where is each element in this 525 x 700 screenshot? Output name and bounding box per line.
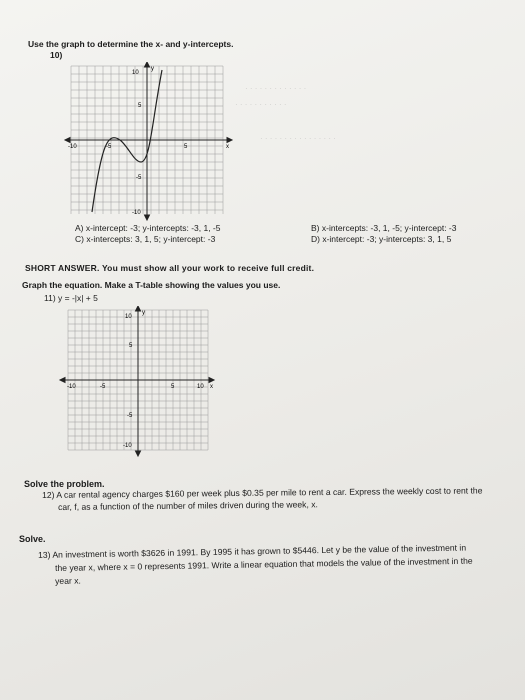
graph11-y-mid-label: 5 bbox=[129, 343, 133, 349]
graph-question-10 bbox=[62, 62, 237, 222]
graph10-x-neg-mid-label: -5 bbox=[106, 144, 112, 150]
question-10-number: 10) bbox=[50, 50, 63, 60]
axes bbox=[60, 306, 214, 456]
bleed-through-text: · · · · · · · · · · · · · · · · bbox=[260, 134, 336, 143]
solve-heading: Solve. bbox=[19, 534, 46, 544]
graph11-x-neg-mid-label: -5 bbox=[100, 384, 106, 390]
graph11-x-max-label: 10 bbox=[197, 384, 204, 390]
question-13-line-3: year x. bbox=[54, 575, 81, 586]
graph10-y-neg-mid-label: -5 bbox=[136, 175, 142, 181]
short-answer-heading: SHORT ANSWER. You must show all your work to receive full credit. bbox=[25, 263, 315, 273]
graph11-y-max-label: 10 bbox=[125, 314, 132, 320]
choice-b: B) x-intercepts: -3, 1, -5; y-intercept: -3 bbox=[311, 223, 457, 233]
graph11-y-neg-mid-label: -5 bbox=[127, 413, 133, 419]
graph10-x-min-label: -10 bbox=[68, 144, 77, 150]
graph10-y-mid-label: 5 bbox=[138, 103, 142, 109]
question-13-line-1: 13) An investment is worth $3626 in 1991. By 1995 it has grown to $5446. Let y be the value of the investment in bbox=[37, 542, 467, 560]
bleed-through-text: · · · · · · · · · · · bbox=[235, 100, 287, 109]
question-11: 11) y = -|x| + 5 bbox=[44, 293, 98, 303]
instruction-intercepts: Use the graph to determine the x- and y-intercepts. bbox=[28, 39, 234, 49]
choice-c: C) x-intercepts: 3, 1, 5; y-intercept: -3 bbox=[75, 234, 216, 244]
graph10-y-max-label: 10 bbox=[132, 70, 139, 76]
question-12-line-2: car, f, as a function of the number of miles driven during the week, x. bbox=[57, 499, 318, 512]
graph10-y-axis-label: y bbox=[151, 66, 154, 72]
choice-d: D) x-intercept: -3; y-intercepts: 3, 1, 5 bbox=[311, 234, 452, 244]
graph10-x-mid-label: 5 bbox=[184, 144, 188, 150]
bleed-through-text: · · · · · · · · · · · · · bbox=[245, 84, 307, 93]
question-12-line-1: 12) A car rental agency charges $160 per week plus $0.35 per mile to rent a car. Express the weekly cost to rent the bbox=[41, 485, 483, 500]
graph11-y-axis-label: y bbox=[142, 310, 145, 316]
graph11-y-min-label: -10 bbox=[123, 443, 132, 449]
graph11-x-mid-label: 5 bbox=[171, 384, 175, 390]
graph-question-11 bbox=[58, 306, 218, 458]
solve-problem-heading: Solve the problem. bbox=[24, 479, 105, 489]
graph10-y-min-label: -10 bbox=[132, 210, 141, 216]
graph11-x-min-label: -10 bbox=[67, 384, 76, 390]
graph-equation-instruction: Graph the equation. Make a T-table showing the values you use. bbox=[22, 280, 281, 290]
graph10-x-axis-label: x bbox=[226, 144, 229, 150]
question-13-line-2: the year x, where x = 0 represents 1991. Write a linear equation that models the value of the investment in the bbox=[54, 555, 473, 573]
choice-a: A) x-intercept: -3; y-intercepts: -3, 1, -5 bbox=[75, 223, 221, 233]
graph11-x-axis-label: x bbox=[210, 384, 213, 390]
